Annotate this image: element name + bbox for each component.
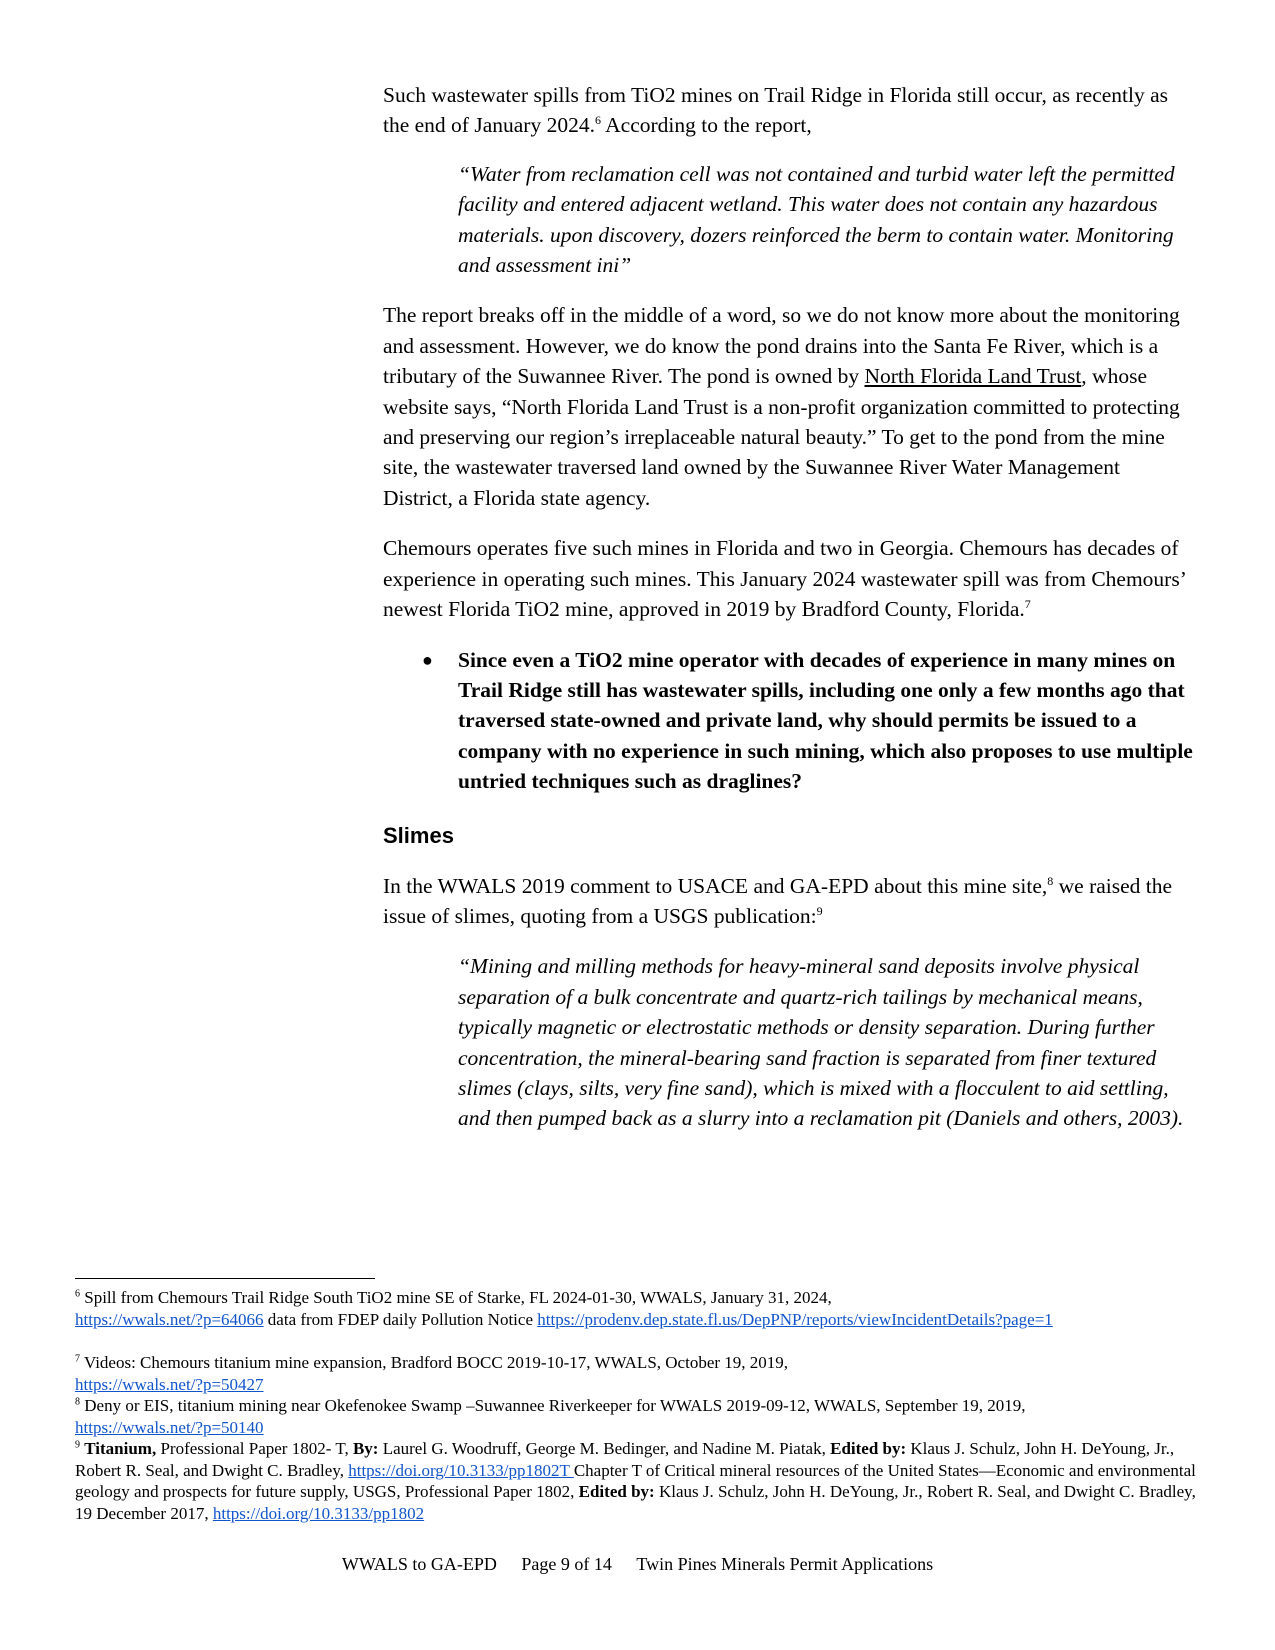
footnote-divider: [75, 1278, 375, 1279]
footnote-9-link-pp1802t[interactable]: https://doi.org/10.3133/pp1802T: [348, 1460, 574, 1480]
heading-slimes: Slimes: [383, 822, 454, 848]
paragraph-1: Such wastewater spills from TiO2 mines on Trail Ridge in Florida still occur, as recently as the end of January 2024.$^6$ According to the report,: [383, 83, 1169, 138]
paragraph-2: The report breaks off in the middle of a word, so we do not know more about the monitoring and assessment. However, we do know the pond drains into the Santa Fe River, which is a tributary of the Suwannee River. The pond is owned by North Florida Land Trust, whose website says, “North Florida Land Trust is a non-profit organization committed to protecting and preserving our region’s irreplaceable natural beauty.” To get to the pond from the mine site, the wastewater traversed land owned by the Suwannee River Water Management District, a Florida state agency.: [383, 303, 1180, 510]
quote-report: “Water from reclamation cell was not contained and turbid water left the permitted facility and entered adjacent wetland. This water does not contain any hazardous materials. upon discovery, dozers reinforced the berm to contain water. Monitoring and assessment ini”: [458, 161, 1175, 278]
footnote-9-link-pp1802[interactable]: https://doi.org/10.3133/pp1802: [212, 1503, 425, 1523]
footnote-ref-6[interactable]: 6: [594, 113, 601, 128]
quote-usgs: “Mining and milling methods for heavy-mineral sand deposits involve physical separation of a bulk concentrate and quartz-rich tailings by mechanical means, typically magnetic or electrostatic methods or density separation. During further concentration, the mineral-bearing sand fraction is separated from finer textured slimes (clays, silts, very fine sand), which is mixed with a flocculent to aid settling, and then pumped back as a slurry into a reclamation pit (Daniels and others, 2003).: [458, 954, 1184, 1131]
north-florida-land-trust-link[interactable]: North Florida Land Trust: [864, 364, 1082, 389]
bullet-dot-icon: ●: [422, 649, 433, 670]
footnote-6-link-fdep[interactable]: https://prodenv.dep.state.fl.us/DepPNP/reports/viewIncidentDetails?page=1: [537, 1309, 1053, 1329]
footer-page-number: Page 9 of 14: [521, 1554, 612, 1574]
footnote-8: $^8$ Deny or EIS, titanium mining near Okefenokee Swamp –Suwannee Riverkeeper for WWALS 2019-09-12, WWALS, September 19, 2019, https://wwals.net/?p=50140: [75, 1396, 1026, 1437]
main-body: [383, 80, 1193, 1154]
footnote-6: $^6$ Spill from Chemours Trail Ridge South TiO2 mine SE of Starke, FL 2024-01-30, WWALS, January 31, 2024, https://wwals.net/?p=64066 data from FDEP daily Pollution Notice https://prodenv.dep.state.fl.us/DepPNP/reports/viewIncidentDetails?page=1: [75, 1288, 1053, 1329]
bullet-question: ● Since even a TiO2 mine operator with decades of experience in many mines on Trail Ridge still has wastewater spills, including one only a few months ago that traversed state-owned and private land, why should permits be issued to a company with no experience in such mining, which also proposes to use multiple untried techniques such as draglines?: [458, 645, 1193, 797]
footer-left: WWALS to GA-EPD: [341, 1554, 497, 1574]
footnote-ref-8[interactable]: 8: [1047, 873, 1054, 888]
footnote-9: $^9$ Titanium, Professional Paper 1802- T, By: Laurel G. Woodruff, George M. Bedinger, and Nadine M. Piatak, Edited by: Klaus J. Schulz, John H. DeYoung, Jr., Robert R. Seal, and Dwight C. Bradley, https://doi.org/10.3133/pp1802T Chapter T of Critical mineral resources of the United States—Economic and environmental geology and prospects for future supply, USGS, Professional Paper 1802, Edited by: Klaus J. Schulz, John H. DeYoung, Jr., Robert R. Seal, and Dwight C. Bradley, 19 December 2017, https://doi.org/10.3133/pp1802: [75, 1439, 1196, 1523]
footer-right: Twin Pines Minerals Permit Applications: [636, 1554, 934, 1574]
footnote-ref-9[interactable]: 9: [816, 903, 823, 918]
paragraph-4: In the WWALS 2019 comment to USACE and GA-EPD about this mine site,$^8$ we raised the issue of slimes, quoting from a USGS publication:$^9$: [383, 873, 1173, 928]
footnote-8-link[interactable]: https://wwals.net/?p=50140: [75, 1417, 264, 1437]
footnote-ref-7[interactable]: 7: [1024, 596, 1031, 611]
footnote-7: $^7$ Videos: Chemours titanium mine expansion, Bradford BOCC 2019-10-17, WWALS, October 19, 2019, https://wwals.net/?p=50427: [75, 1353, 789, 1394]
footnote-6-link-wwals[interactable]: https://wwals.net/?p=64066: [75, 1309, 264, 1329]
page-footer: [0, 1553, 1275, 1575]
footnote-7-link[interactable]: https://wwals.net/?p=50427: [75, 1374, 264, 1394]
paragraph-3: Chemours operates five such mines in Florida and two in Georgia. Chemours has decades of experience in operating such mines. This January 2024 wastewater spill was from Chemours’ newest Florida TiO2 mine, approved in 2019 by Bradford County, Florida.$^7$: [383, 536, 1186, 622]
